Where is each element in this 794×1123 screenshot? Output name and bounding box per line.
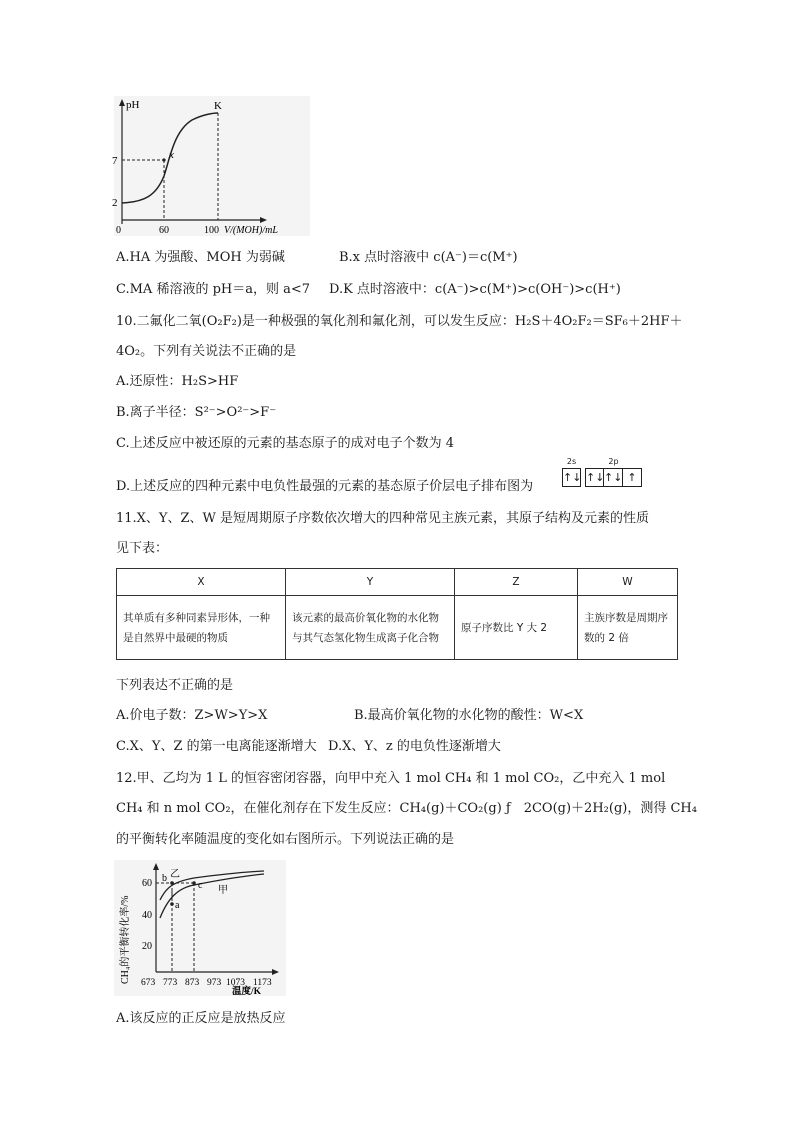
curve-jia xyxy=(160,874,264,918)
table-header-y: Y xyxy=(286,569,455,596)
y-axis-label: pH xyxy=(126,99,140,111)
x-tick-100: 100 xyxy=(204,225,219,236)
q11-option-c: C.X、Y、Z 的第一电离能逐渐增大 xyxy=(116,739,317,754)
q10-option-a: A.还原性：H₂S>HF xyxy=(116,374,239,389)
y-tick-7: 7 xyxy=(112,155,118,167)
q10-option-c: C.上述反应中被还原的元素的基态原子的成对电子个数为 4 xyxy=(116,436,455,451)
point-c-label: c xyxy=(198,880,203,891)
x-tick-60: 60 xyxy=(159,225,169,236)
fig2-x-tick-1073: 1073 xyxy=(226,978,245,988)
q11-option-d: D.X、Y、z 的电负性逐渐增大 xyxy=(328,739,501,754)
x-tick-0: 0 xyxy=(116,225,121,236)
orbital-2p xyxy=(585,457,642,487)
table-header-x: X xyxy=(117,569,286,596)
q11-option-b: B.最高价氧化物的水化物的酸性：W<X xyxy=(354,708,584,723)
q11-stem-line1: 11.X、Y、Z、W 是短周期原子序数依次增大的四种常见主族元素，其原子结构及元素的性质 xyxy=(116,511,650,526)
x-axis-label: V/(MOH)/mL xyxy=(224,225,278,236)
table-header-z: Z xyxy=(455,569,578,596)
fig2-y-axis-label: CH₄的平衡转化率/% xyxy=(120,895,131,984)
y-tick-2: 2 xyxy=(112,197,118,209)
fig2-x-tick-973: 973 xyxy=(207,978,222,988)
orbital-2p-label: 2p xyxy=(608,457,619,466)
point-c-marker xyxy=(192,881,196,885)
curve-yi-label: 乙 xyxy=(170,869,180,880)
fig2-x-axis-label: 温度/K xyxy=(232,987,262,997)
x-axis-arrow-icon xyxy=(260,217,267,223)
q9-option-a: A.HA 为强酸、MOH 为弱碱 xyxy=(116,250,285,265)
q11-stem-line2: 见下表： xyxy=(116,541,169,556)
fig2-x-tick-773: 773 xyxy=(163,978,178,988)
titration-figure xyxy=(114,96,310,236)
q9-option-d: D.K 点时溶液中：c(A⁻)>c(M⁺)>c(OH⁻)>c(H⁺) xyxy=(329,282,621,297)
q10-stem-line1: 10.二氟化二氧(O₂F₂)是一种极强的氧化剂和氟化剂，可以发生反应：H₂S＋4O₂F₂＝SF₆＋2HF＋ xyxy=(116,314,683,329)
q10-stem-line2: 4O₂。下列有关说法不正确的是 xyxy=(116,344,297,359)
q12-option-a: A.该反应的正反应是放热反应 xyxy=(116,1011,286,1026)
table-cell-x: 其单质有多种同素异形体，一种是自然界中最硬的物质 xyxy=(117,596,286,660)
orbital-2s xyxy=(562,457,582,487)
curve-jia-label: 甲 xyxy=(218,885,228,896)
point-b-label: b xyxy=(162,873,167,884)
point-x-marker xyxy=(162,158,165,161)
fig2-y-tick-20: 20 xyxy=(142,941,152,952)
orbital-2s-label: 2s xyxy=(566,457,577,466)
table-cell-z: 原子序数比 Y 大 2 xyxy=(455,596,578,660)
table-cell-y: 该元素的最高价氧化物的水化物与其气态氢化物生成离子化合物 xyxy=(286,596,455,660)
table-header-w: W xyxy=(578,569,678,596)
fig2-x-tick-1173: 1173 xyxy=(253,978,272,988)
q9-option-c: C.MA 稀溶液的 pH＝a，则 a<7 xyxy=(116,282,311,297)
fig2-y-axis-arrow-icon xyxy=(153,863,159,870)
fig2-x-axis-arrow-icon xyxy=(272,969,279,975)
point-b-marker xyxy=(170,881,174,885)
point-k-label: K xyxy=(214,100,222,112)
y-axis-arrow-icon xyxy=(119,99,125,106)
fig2-x-tick-673: 673 xyxy=(141,978,156,988)
orbital-2p-box-3: ↑ xyxy=(623,468,642,487)
q12-stem-line1: 12.甲、乙均为 1 L 的恒容密闭容器，向甲中充入 1 mol CH₄ 和 1 mol CO₂，乙中充入 1 mol xyxy=(116,771,666,786)
q11-option-a: A.价电子数：Z>W>Y>X xyxy=(116,708,268,723)
fig2-x-tick-873: 873 xyxy=(185,978,200,988)
point-x-label: x xyxy=(169,149,174,161)
orbital-2p-box-2: ↑↓ xyxy=(604,468,623,487)
orbital-2p-box-1: ↑↓ xyxy=(585,468,604,487)
q11-ask: 下列表达不正确的是 xyxy=(116,678,234,693)
q9-option-b: B.x 点时溶液中 c(A⁻)＝c(M⁺) xyxy=(339,250,518,265)
conversion-figure xyxy=(114,860,286,996)
point-a-label: a xyxy=(175,900,180,911)
q12-stem-line3: 的平衡转化率随温度的变化如右图所示。下列说法正确的是 xyxy=(116,832,455,847)
orbital-2s-box: ↑↓ xyxy=(562,468,581,487)
fig2-y-tick-60: 60 xyxy=(142,878,152,889)
table-cell-w: 主族序数是周期序数的 2 倍 xyxy=(578,596,678,660)
element-table xyxy=(116,568,678,660)
q12-stem-line2: CH₄ 和 n mol CO₂，在催化剂存在下发生反应：CH₄(g)＋CO₂(g) ƒ 2CO(g)＋2H₂(g)，测得 CH₄ xyxy=(116,801,697,816)
fig2-y-tick-40: 40 xyxy=(142,910,152,921)
point-a-marker xyxy=(170,902,174,906)
q10-option-b: B.离子半径：S²⁻>O²⁻>F⁻ xyxy=(116,405,277,420)
q10-option-d: D.上述反应的四种元素中电负性最强的元素的基态原子价层电子排布图为 xyxy=(116,479,534,494)
